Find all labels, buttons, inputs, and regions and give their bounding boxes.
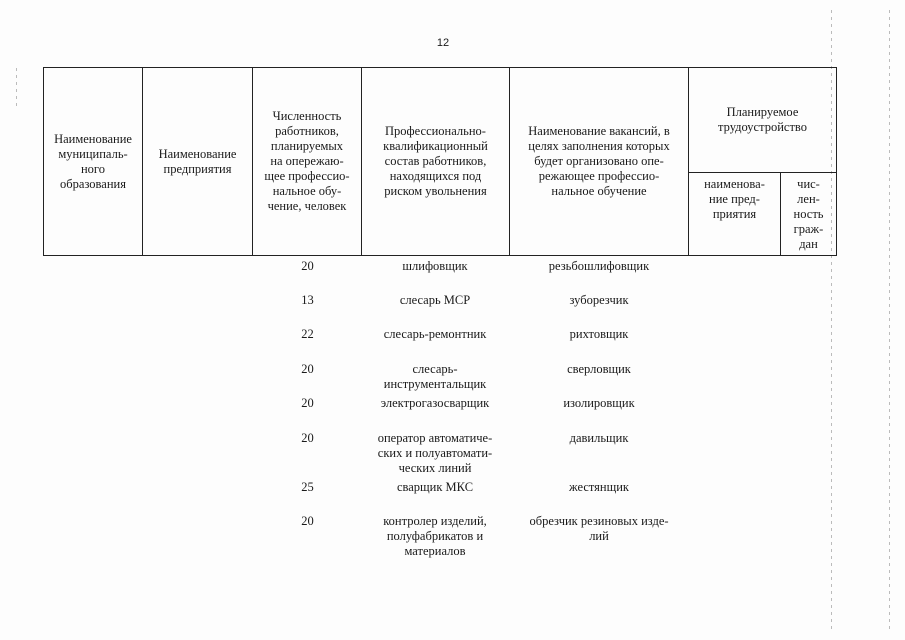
header-text-line: работников,: [275, 124, 339, 138]
cell-vacancy: резьбошлифовщик: [548, 259, 650, 273]
cell-count: 20: [301, 259, 314, 273]
header-text-line: состав работников,: [384, 154, 487, 168]
cell-count: 20: [301, 396, 314, 410]
header-text-line: ного: [80, 161, 105, 176]
header-municipality: [44, 68, 142, 255]
header-planned-enterprise: [689, 173, 780, 233]
cell-profession: слесарь- инструментальщик: [383, 362, 487, 391]
header-text-line: приятия: [712, 207, 757, 221]
cell-vacancy: изолировщик: [563, 396, 635, 410]
header-text-line: нальное обу-: [272, 184, 342, 198]
header-text-line: наименова-: [704, 177, 765, 191]
header-text-line: щее профессио-: [264, 169, 350, 183]
header-text-line: муниципаль-: [58, 146, 128, 161]
cell-vacancy: обрезчик резиновых изде- лий: [529, 514, 669, 543]
table-header: [43, 67, 837, 256]
cell-profession: сварщик МКС: [396, 480, 474, 494]
page-number: 12: [436, 37, 450, 49]
header-text-line: находящихся под: [389, 169, 482, 183]
header-text-line: целях заполнения которых: [528, 139, 670, 153]
cell-count: 20: [301, 514, 314, 528]
header-text-line: граж-: [793, 222, 824, 236]
header-text-line: режающее профессио-: [538, 169, 660, 183]
scan-mark: [16, 68, 17, 108]
cell-count: 13: [301, 293, 314, 307]
header-text-line: нальное обучение: [551, 184, 647, 198]
cell-vacancy: жестянщик: [568, 480, 629, 494]
header-text-line: образования: [60, 176, 126, 191]
scan-mark: [889, 10, 890, 630]
header-text-line: будет организовано опе-: [534, 154, 664, 168]
header-vacancies: [510, 68, 688, 255]
cell-vacancy: сверловщик: [567, 362, 631, 376]
header-text-line: лен-: [797, 192, 820, 206]
header-text-line: на опережаю-: [270, 154, 344, 168]
header-text-line: Наименование: [54, 131, 132, 146]
cell-count: 20: [301, 362, 314, 376]
cell-vacancy: рихтовщик: [569, 327, 629, 341]
header-planned-employment: [689, 68, 836, 172]
cell-profession: слесарь МСР: [399, 293, 471, 307]
cell-count: 22: [301, 327, 314, 341]
header-text-line: планируемых: [270, 139, 344, 153]
cell-count: 20: [301, 431, 314, 445]
header-qualification: [362, 68, 509, 255]
header-text-line: предприятия: [163, 161, 232, 176]
header-text-line: чис-: [797, 177, 820, 191]
cell-vacancy: зуборезчик: [569, 293, 629, 307]
cell-profession: оператор автоматиче- ских и полуавтомати- ческих линий: [377, 431, 493, 475]
header-headcount: [253, 68, 361, 255]
header-text-line: дан: [799, 237, 818, 251]
header-text-line: Наименование: [158, 146, 237, 161]
header-text-line: Численность: [272, 109, 342, 123]
cell-profession: электрогазосварщик: [380, 396, 490, 410]
header-text-line: квалификационный: [383, 139, 488, 153]
header-text-line: Планируемое: [726, 105, 799, 119]
header-text-line: трудоустройство: [718, 120, 807, 134]
cell-profession: слесарь-ремонтник: [383, 327, 487, 341]
header-enterprise: [143, 68, 252, 255]
header-planned-count: [781, 173, 836, 255]
header-text-line: ние пред-: [709, 192, 760, 206]
cell-vacancy: давильщик: [569, 431, 629, 445]
cell-profession: контролер изделий, полуфабрикатов и материалов: [383, 514, 487, 558]
header-text-line: ность: [793, 207, 824, 221]
header-text-line: чение, человек: [267, 199, 347, 213]
header-text-line: Профессионально-: [385, 124, 486, 138]
cell-count: 25: [301, 480, 314, 494]
cell-profession: шлифовщик: [402, 259, 468, 273]
header-text-line: риском увольнения: [384, 184, 487, 198]
header-text-line: Наименование вакансий, в: [528, 124, 670, 138]
